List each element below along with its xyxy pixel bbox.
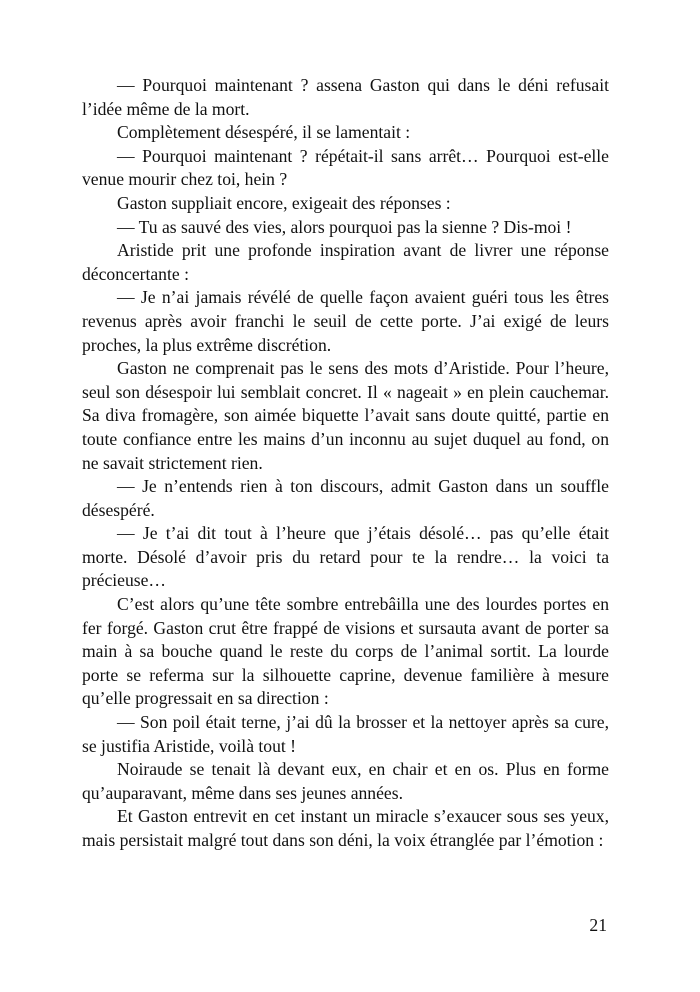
paragraph: — Je n’ai jamais révélé de quelle façon avaient guéri tous les êtres revenus après avoir franchi le seuil de cette porte. J’ai exigé de leurs proches, la plus extrême discrétion. (82, 287, 609, 355)
paragraph: — Tu as sauvé des vies, alors pourquoi pas la sienne ? Dis-moi ! (117, 216, 572, 237)
paragraph: — Je n’entends rien à ton discours, admit Gaston dans un souffle désespéré. (82, 476, 609, 520)
paragraph: Gaston ne comprenait pas le sens des mots d’Aristide. Pour l’heure, seul son désespoir lui semblait concret. Il « nageait » en plein cauchemar. Sa diva fromagère, son aimée biquette l’avait sans doute quitté, partie en toute confiance entre les mains d’un inconnu au sujet duquel au fond, on ne savait strictement rien. (82, 358, 609, 473)
paragraph: Complètement désespéré, il se lamentait : (117, 122, 411, 143)
paragraph: — Pourquoi maintenant ? assena Gaston qui dans le déni refusait l’idée même de la mort. (82, 75, 609, 119)
paragraph: — Je t’ai dit tout à l’heure que j’étais désolé… pas qu’elle était morte. Désolé d’avoir pris du retard pour te la rendre… la voici ta précieuse… (82, 523, 609, 591)
paragraph: Et Gaston entrevit en cet instant un miracle s’exaucer sous ses yeux, mais persistait malgré tout dans son déni, la voix étranglée par l’émotion : (82, 806, 609, 850)
paragraph: — Pourquoi maintenant ? répétait-il sans arrêt… Pourquoi est-elle venue mourir chez toi, hein ? (82, 145, 609, 190)
paragraph: C’est alors qu’une tête sombre entrebâilla une des lourdes portes en fer forgé. Gaston crut être frappé de visions et sursauta avant de porter sa main à sa bouche quand le reste du corps de l’animal sortit. La lourde porte se referma sur la silhouette caprine, devenue familière à mesure qu’elle progressait en sa direction : (82, 594, 609, 709)
paragraph: — Son poil était terne, j’ai dû la brosser et la nettoyer après sa cure, se justifia Aristide, voilà tout ! (82, 712, 609, 756)
page-number: 21 (589, 915, 607, 935)
paragraph: Noiraude se tenait là devant eux, en chair et en os. Plus en forme qu’auparavant, même dans ses jeunes années. (82, 759, 609, 803)
paragraph: Aristide prit une profonde inspiration avant de livrer une réponse déconcertante : (82, 240, 609, 284)
paragraph: Gaston suppliait encore, exigeait des réponses : (117, 192, 451, 213)
page-body (82, 74, 609, 853)
